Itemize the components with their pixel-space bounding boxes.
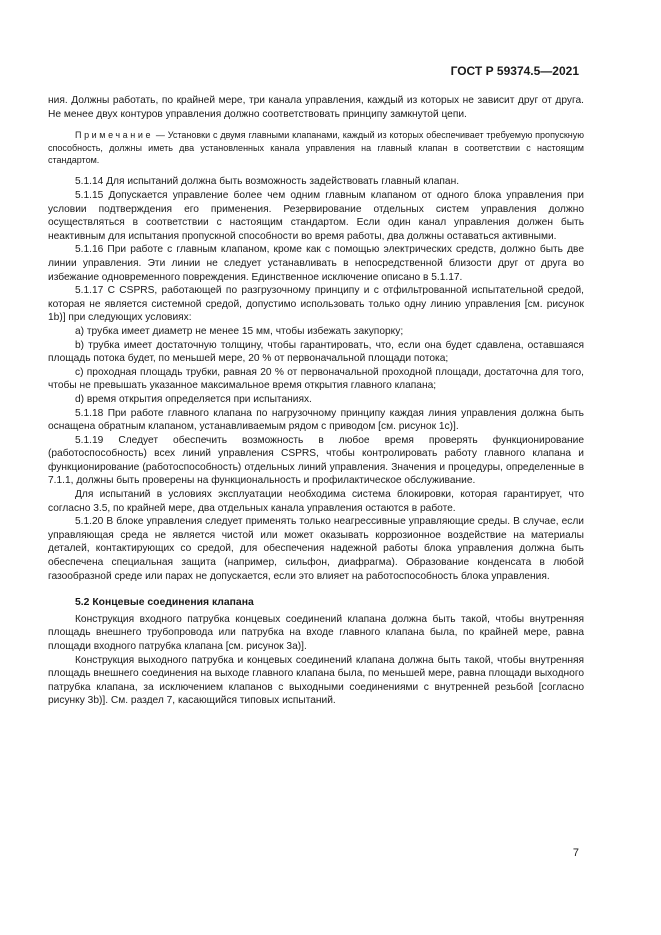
clause-5-1-17: 5.1.17 С CSPRS, работающей по разгрузочному принципу и с отфильтрованной испытательной средой, которая не является системной средой, допустимо использовать только одну линию управления [см. рисунок 1b)] при следующих условиях:	[48, 285, 584, 324]
section-heading-5-2: 5.2 Концевые соединения клапана	[75, 597, 254, 609]
note-text: — Установки с двумя главными клапанами, каждый из которых обеспечивает требуемую пропускную способность, должны иметь два установленных канала управления на главный клапан в соответствии с настоящим стандартом.	[48, 130, 584, 165]
clause-5-1-18: 5.1.18 При работе главного клапана по нагрузочному принципу каждая линия управления должна быть оснащена обратным клапаном, устанавливаемым рядом с приводом [см. рисунок 1c)].	[48, 407, 584, 433]
page-number: 7	[572, 847, 579, 859]
note-label: Примечание	[75, 130, 154, 141]
clause-5-1-19: 5.1.19 Следует обеспечить возможность в любое время проверять функционирование (работоспособность) всех линий управления CSPRS, чтобы контролировать работу главного клапана и функционирование (работоспособность) отдельных линий управления. Значения и процедуры, определенные в 7.1.1, должны быть проверены на функциональность и профилактическое обслуживание.	[48, 434, 584, 487]
list-item-d: d) время открытия определяется при испытаниях.	[75, 393, 312, 405]
clause-5-1-15: 5.1.15 Допускается управление более чем одним главным клапаном от одного блока управления при условии подтверждения его применения. Резервирование отдельных систем управления должно осуществляться в соответствии с настоящим стандартом. Если один канал управления должен быть неактивным для испытания пропускной способности во время работы, два должны оставаться активными.	[48, 190, 584, 242]
note	[48, 129, 584, 166]
clause-5-1-14: 5.1.14 Для испытаний должна быть возможность задействовать главный клапан.	[75, 176, 460, 188]
clause-5-1-16: 5.1.16 При работе с главным клапаном, кроме как с помощью электрических средств, должно быть две линии управления. Эти линии не следует устанавливать в непосредственной близости друг от друга во избежание одновременного повреждения. Единственное исключение описано в 5.1.17.	[48, 244, 584, 283]
clause-5-2-outlet: Конструкция выходного патрубка и концевых соединений клапана должна быть такой, чтобы внутренняя площадь внешнего соединения на выходе главного клапана была, по меньшей мере, равна площади выходного патрубка клапана, за исключением клапанов с выходными соединениями с внутренней резьбой [согласно рисунку 3b)]. См. раздел 7, касающийся типовых испытаний.	[48, 654, 584, 707]
clause-5-2-inlet: Конструкция входного патрубка концевых соединений клапана должна быть такой, чтобы внутренняя площадь внешнего трубопровода или патрубка на входе главного клапана была, по крайней мере, равна площади входного патрубка клапана [см. рисунок 3a)].	[48, 613, 584, 652]
page-content	[48, 94, 584, 708]
list-item-c: c) проходная площадь трубки, равная 20 % от первоначальной проходной площади, достаточна для того, чтобы не превышать указанное максимальное время открытия главного клапана;	[48, 366, 584, 392]
standard-header: ГОСТ Р 59374.5—2021	[450, 64, 579, 78]
list-item-a: a) трубка имеет диаметр не менее 15 мм, чтобы избежать закупорку;	[75, 325, 404, 337]
list-item-b: b) трубка имеет достаточную толщину, чтобы гарантировать, что, если она будет сдавлена, оставшаяся площадь потока будет, по меньшей мере, 20 % от первоначальной площади потока;	[48, 339, 584, 365]
continued-paragraph: ния. Должны работать, по крайней мере, три канала управления, каждый из которых не зависит друг от друга. Не менее двух контуров управления должно соответствовать принципу замкнутой цепи.	[48, 95, 584, 120]
clause-5-1-19-continued: Для испытаний в условиях эксплуатации необходима система блокировки, которая гарантирует, что согласно 3.5, по крайней мере, два отдельных канала управления остаются в работе.	[48, 489, 584, 514]
clause-5-1-20: 5.1.20 В блоке управления следует применять только неагрессивные управляющие среды. В случае, если управляющая среда не является чистой или может оказывать коррозионное воздействие на материалы деталей, контактирующих со средой, для обеспечения надежной работы блока управления должна быть обеспечена специальная защита (например, сильфон, диафрагма). Образование конденсата в любой газообразной среде или парах не допускается, если это влияет на работоспособность блока управления.	[48, 516, 584, 582]
